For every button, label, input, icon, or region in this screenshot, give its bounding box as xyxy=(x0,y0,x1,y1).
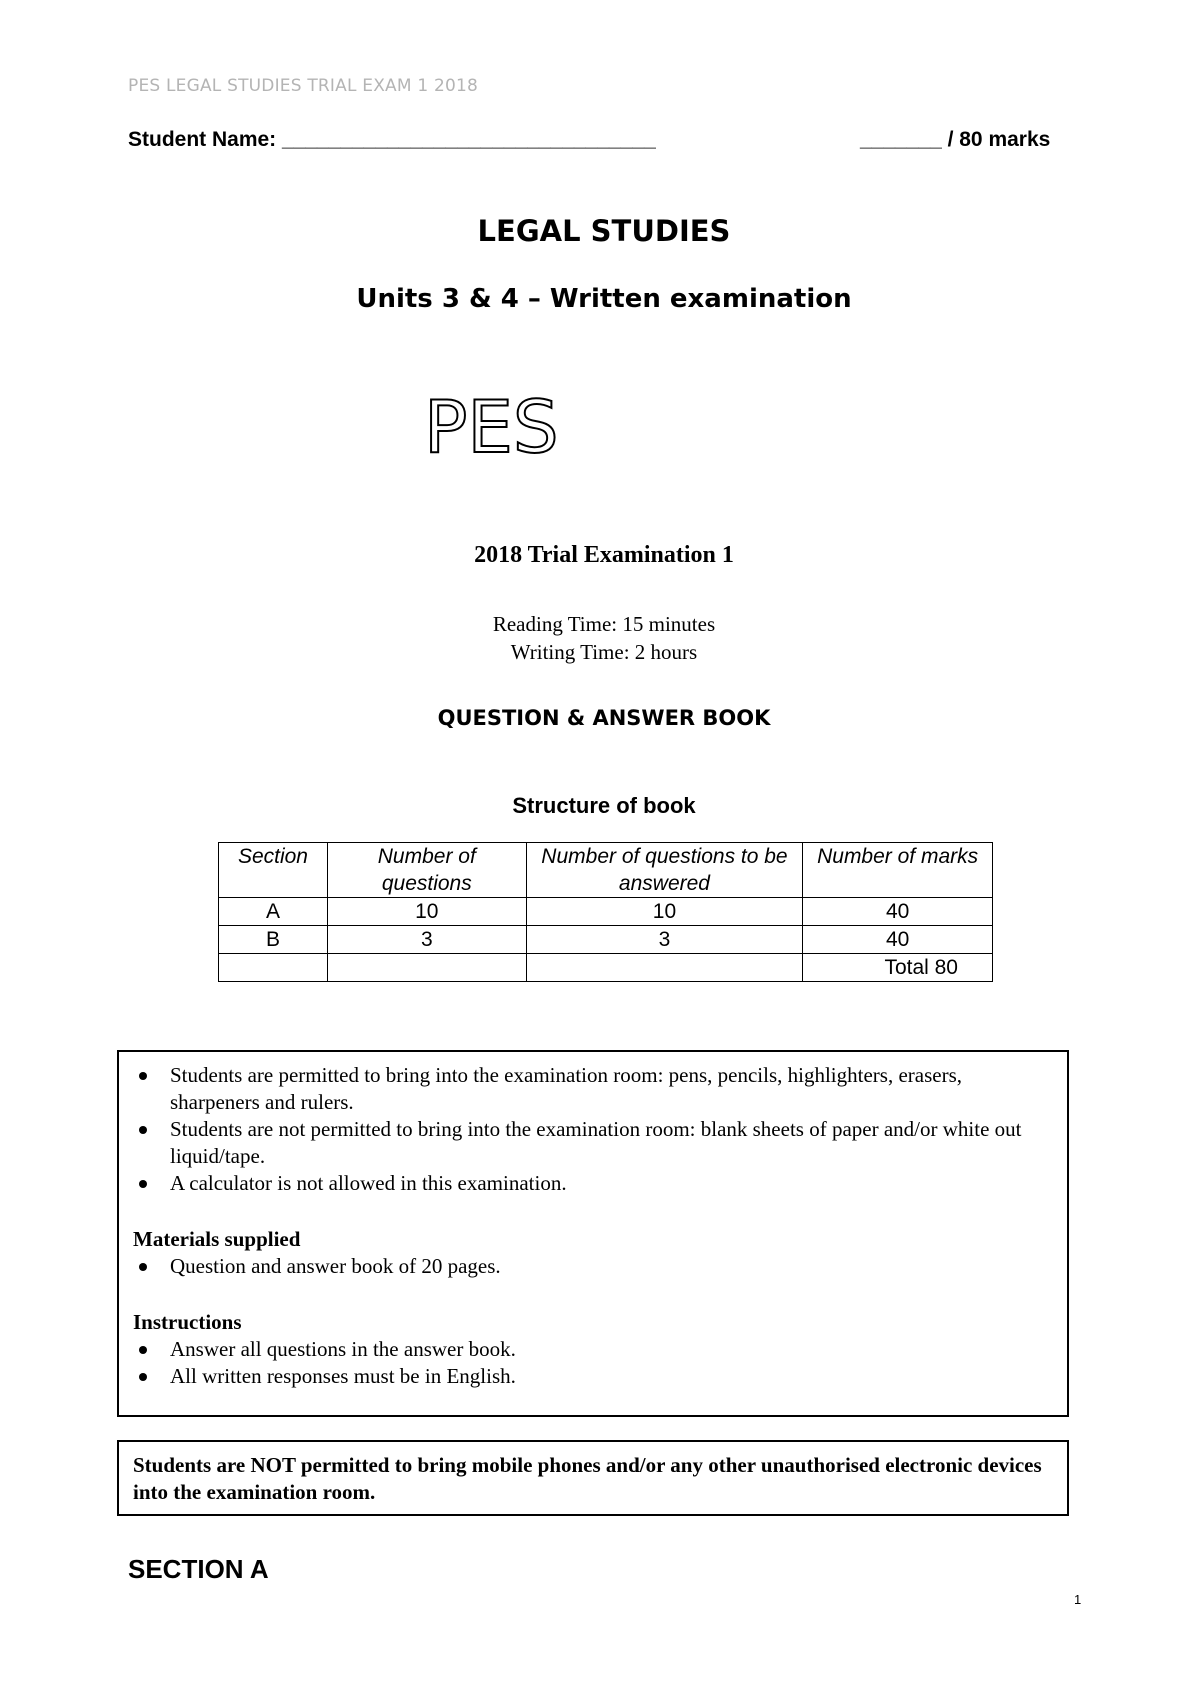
warning-box xyxy=(117,1440,1069,1516)
materials-item: Question and answer book of 20 pages. xyxy=(133,1253,1053,1280)
table-cell xyxy=(526,954,803,982)
table-header-cell: Number of marks xyxy=(803,843,993,898)
rule-item: Students are permitted to bring into the examination room: pens, pencils, highlighters, erasers, sharpeners and rulers. xyxy=(133,1062,1053,1116)
student-name-field[interactable]: Student Name: ________________________________ xyxy=(128,128,656,151)
table-total-cell: Total 80 xyxy=(803,954,993,982)
table-row xyxy=(219,954,993,982)
exam-subtitle: Units 3 & 4 – Written examination xyxy=(356,284,852,314)
writing-time: Writing Time: 2 hours xyxy=(510,640,698,664)
table-cell: 40 xyxy=(803,926,993,954)
table-header-cell: Section xyxy=(219,843,328,898)
exam-name: 2018 Trial Examination 1 xyxy=(474,542,734,568)
table-cell: 40 xyxy=(803,898,993,926)
marks-field[interactable]: _______ / 80 marks xyxy=(860,128,1051,151)
structure-heading: Structure of book xyxy=(512,793,696,818)
table-cell: 3 xyxy=(327,926,526,954)
instructions-heading: Instructions xyxy=(133,1310,242,1334)
table-cell: A xyxy=(219,898,328,926)
instruction-item: All written responses must be in English. xyxy=(133,1363,1053,1390)
pes-logo-text: PES xyxy=(424,388,559,468)
exam-subject-title: LEGAL STUDIES xyxy=(477,214,731,248)
warning-text: Students are NOT permitted to bring mobile phones and/or any other unauthorised electronic devices into the examination room. xyxy=(133,1453,1042,1504)
table-header-cell: Number of questions xyxy=(327,843,526,898)
rules-box xyxy=(117,1050,1069,1417)
book-label: QUESTION & ANSWER BOOK xyxy=(437,706,771,730)
rule-item: A calculator is not allowed in this examination. xyxy=(133,1170,1053,1197)
rule-item: Students are not permitted to bring into the examination room: blank sheets of paper and/or white out liquid/tape. xyxy=(133,1116,1053,1170)
structure-table xyxy=(218,842,993,982)
table-cell xyxy=(219,954,328,982)
table-cell: 10 xyxy=(526,898,803,926)
materials-heading: Materials supplied xyxy=(133,1227,301,1251)
page-number: 1 xyxy=(1074,1592,1082,1607)
instruction-item: Answer all questions in the answer book. xyxy=(133,1336,1053,1363)
table-header-cell: Number of questions to be answered xyxy=(526,843,803,898)
table-cell xyxy=(327,954,526,982)
pes-logo xyxy=(420,388,560,468)
table-cell: 3 xyxy=(526,926,803,954)
running-header: PES LEGAL STUDIES TRIAL EXAM 1 2018 xyxy=(128,76,479,96)
reading-time: Reading Time: 15 minutes xyxy=(492,612,716,636)
table-header-row xyxy=(219,843,993,898)
table-row xyxy=(219,898,993,926)
table-cell: 10 xyxy=(327,898,526,926)
table-row xyxy=(219,926,993,954)
table-cell: B xyxy=(219,926,328,954)
section-heading: SECTION A xyxy=(128,1554,269,1584)
